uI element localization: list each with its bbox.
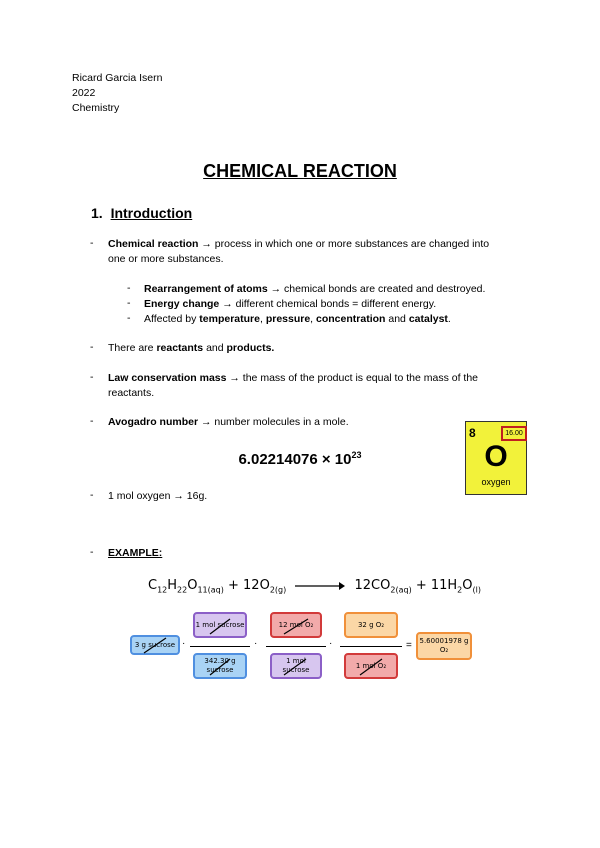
term-products: products. <box>226 342 275 354</box>
bullet-conservation-mass <box>108 371 528 401</box>
bullet-marker: - <box>127 297 131 309</box>
eq-text: + 12O <box>223 578 270 593</box>
section-title: Introduction <box>110 205 193 221</box>
equals-sign: = <box>406 640 412 651</box>
factor1-denominator: 342.30 g sucrose <box>204 657 236 674</box>
eq-text: + 11H <box>411 578 458 593</box>
term-concentration: concentration <box>316 313 386 325</box>
strike-line <box>284 619 308 634</box>
strike-line <box>360 659 382 675</box>
bullet-marker: - <box>90 415 94 427</box>
factor3-numerator: 32 g O₂ <box>357 620 385 629</box>
term: Chemical reaction <box>108 238 199 250</box>
factor3-denominator: 1 mol O₂ <box>355 661 387 670</box>
term: Rearrangement of atoms <box>144 283 268 295</box>
text: and <box>385 313 409 325</box>
eq-sub: 2 <box>457 585 463 595</box>
definition: → number molecules in a mole. <box>198 416 349 428</box>
eq-sub: 2(aq) <box>390 585 412 595</box>
subbullet-energy-change <box>144 297 436 312</box>
bullet-marker: - <box>127 312 131 324</box>
bullet-marker: - <box>90 341 94 353</box>
term-temperature: temperature <box>199 313 260 325</box>
bullet-avogadro <box>108 415 349 430</box>
eq-text: 12CO <box>354 578 391 593</box>
text: Affected by <box>144 313 200 325</box>
bullet-marker: - <box>90 371 94 383</box>
subbullet-affected-by <box>144 312 451 327</box>
eq-text: H <box>167 578 178 593</box>
example-label: EXAMPLE: <box>108 547 163 559</box>
element-symbol: O <box>484 440 508 473</box>
multiply-dot: · <box>254 638 258 649</box>
atomic-mass: 16.00 <box>501 426 527 441</box>
term-reactants: reactants <box>156 342 204 354</box>
term: Energy change <box>144 298 220 310</box>
definition: → different chemical bonds = different energy. <box>219 298 437 310</box>
multiply-dot: · <box>329 638 333 649</box>
term-pressure: pressure <box>265 313 311 325</box>
multiply-dot: · <box>182 638 186 649</box>
element-name: oxygen <box>481 477 511 487</box>
strike-line <box>284 659 306 675</box>
text: . <box>447 313 451 325</box>
eq-text: O <box>462 578 473 593</box>
term: Avogadro number <box>108 416 199 428</box>
atomic-number: 8 <box>469 426 476 440</box>
factor1-numerator: 1 mol sucrose <box>195 620 245 629</box>
avogadro-exponent: 23 <box>351 450 362 460</box>
text: There are <box>108 342 157 354</box>
term: Law conservation mass <box>108 372 227 384</box>
definition: → process in which one or more substances are changed into <box>198 238 490 250</box>
subbullet-rearrangement <box>144 282 485 297</box>
term-catalyst: catalyst <box>408 313 448 325</box>
author-name: Ricard Garcia Isern <box>72 72 163 84</box>
bullet-marker: - <box>90 546 94 558</box>
sep: , <box>310 313 317 325</box>
definition-continued: reactants. <box>108 387 155 399</box>
start-quantity: 3 g sucrose <box>134 640 176 649</box>
bullet-marker: - <box>127 282 131 294</box>
factor2-numerator: 12 mol O₂ <box>278 620 314 629</box>
eq-sub: 11(aq) <box>197 585 224 595</box>
chemical-equation <box>148 578 481 595</box>
subject: Chemistry <box>72 102 120 114</box>
eq-text: O <box>187 578 198 593</box>
sep: , <box>259 313 266 325</box>
cancellation-strikes <box>130 610 442 685</box>
bullet-mol-oxygen: 1 mol oxygen → 16g. <box>108 490 208 502</box>
section-number: 1. <box>91 205 103 221</box>
eq-sub: 2(g) <box>269 585 287 595</box>
factor2-denominator: 1 mol sucrose <box>282 657 310 674</box>
eq-sub: 12 <box>157 585 168 595</box>
strike-line <box>210 659 230 675</box>
section-heading <box>91 205 192 221</box>
bullet-chemical-reaction <box>108 237 528 267</box>
strike-line <box>144 638 166 653</box>
eq-text: C <box>148 578 158 593</box>
eq-sub: 22 <box>177 585 188 595</box>
avogadro-base: 6.02214076 × 10 <box>238 451 352 468</box>
reaction-arrow-icon <box>295 581 345 591</box>
oxygen-element-tile <box>465 421 527 495</box>
result-value: 5.60001978 g O₂ <box>419 637 469 654</box>
page-title: CHEMICAL REACTION <box>203 161 397 181</box>
year: 2022 <box>72 87 96 99</box>
eq-sub: (l) <box>472 585 481 595</box>
definition: → the mass of the product is equal to the mass of the <box>226 372 479 384</box>
definition-continued: one or more substances. <box>108 253 224 265</box>
bullet-marker: - <box>90 489 94 501</box>
factor-label-diagram <box>130 610 469 685</box>
definition: → chemical bonds are created and destroyed. <box>267 283 486 295</box>
bullet-reactants-products <box>108 341 274 356</box>
bullet-marker: - <box>90 237 94 249</box>
text: and <box>203 342 227 354</box>
strike-line <box>210 619 230 634</box>
